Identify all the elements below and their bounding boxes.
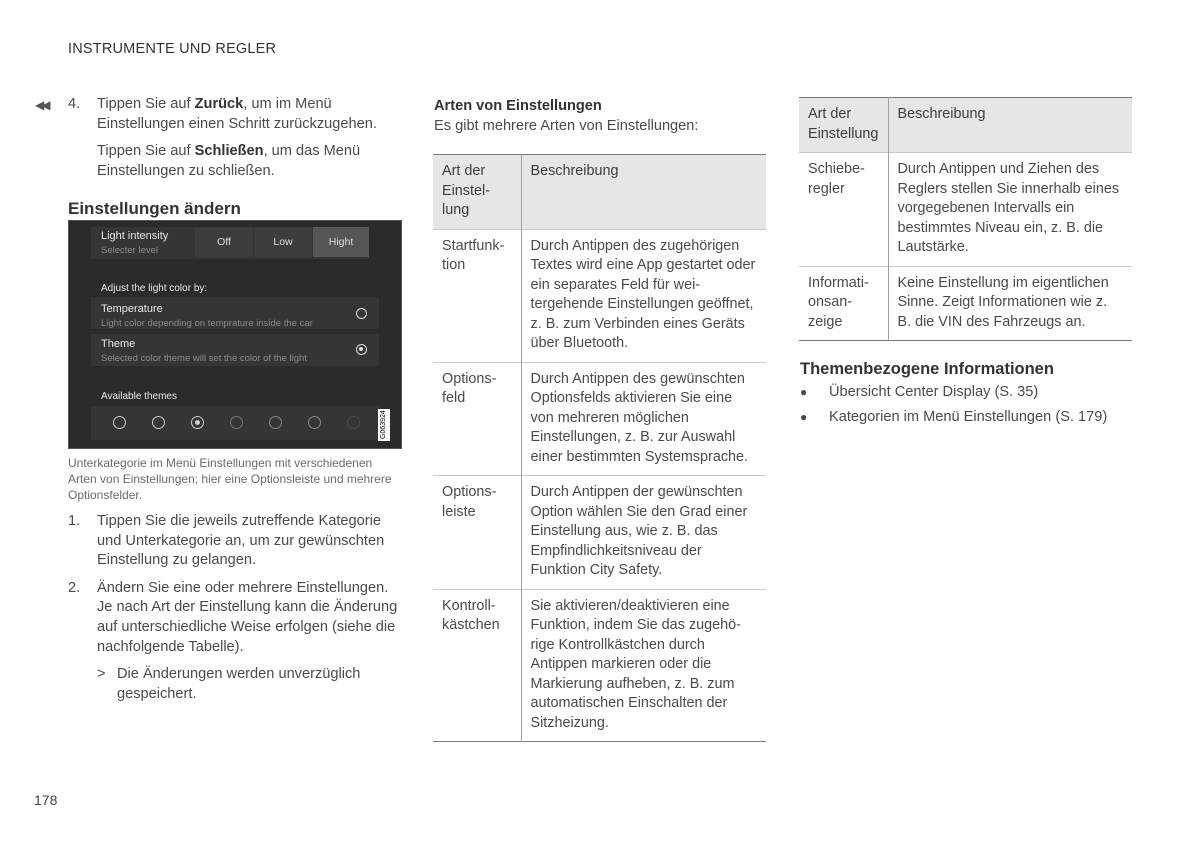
light-intensity-sub: Selecter level bbox=[101, 245, 159, 256]
related-info bbox=[800, 360, 1135, 432]
theme-label: Theme bbox=[101, 338, 136, 350]
image-code: G063924 bbox=[378, 409, 390, 441]
bullet-icon: ● bbox=[800, 409, 808, 424]
step-4: 4. Tippen Sie auf Zurück, um im Menü Einstellungen einen Schritt zurückzugehen. bbox=[68, 96, 377, 132]
arten-title: Arten von Einstellungen bbox=[434, 98, 602, 114]
page-header: INSTRUMENTE UND REGLER bbox=[68, 41, 277, 57]
theme-option-1[interactable] bbox=[113, 416, 126, 429]
page-number: 178 bbox=[34, 792, 58, 808]
bullet-icon: ● bbox=[800, 385, 808, 399]
theme-radio[interactable] bbox=[356, 344, 367, 355]
step-result: > Die Änderungen werden unverzüglich gespeichert. bbox=[97, 666, 361, 702]
table-row: Startfunktion Durch Antippen des zugehörigen Textes wird eine App gestartet oder ein separates Feld für weitergehende Einstellungen geöffnet, z. B. zum Verbinden eines Geräts über Bluetooth. bbox=[433, 229, 766, 362]
schliessen-term: Schließen bbox=[194, 143, 264, 160]
table-header-row bbox=[433, 155, 766, 230]
double-chevron-left-icon[interactable]: ◀◀ bbox=[35, 98, 48, 112]
theme-option-5[interactable] bbox=[269, 416, 282, 429]
temperature-sub: Light color depending on temprature inside the car bbox=[101, 318, 313, 329]
theme-option-6[interactable] bbox=[308, 416, 321, 429]
arten-heading-block bbox=[434, 97, 774, 136]
settings-screenshot bbox=[68, 220, 402, 449]
table-row: Informationsanzeige Keine Einstellung im eigentlichen Sinne. Zeigt Informationen wie z. B. die VIN des Fahrzeugs an. bbox=[799, 266, 1132, 341]
theme-option-3[interactable] bbox=[191, 416, 204, 429]
theme-option-4[interactable] bbox=[230, 416, 243, 429]
step-2: 2. Ändern Sie eine oder mehrere Einstellungen. Je nach Art der Einstellung kann die Änderung auf unterschiedliche Weise erfolgen (siehe die nachfolgende Tabelle). bbox=[68, 579, 398, 655]
theme-option-2[interactable] bbox=[152, 416, 165, 429]
settings-types-table-1 bbox=[433, 154, 766, 742]
related-info-title: Themenbezogene Informationen bbox=[800, 360, 1054, 378]
header-beschreibung: Beschreibung bbox=[888, 98, 1132, 153]
related-link-2[interactable]: ● Kategorien im Menü Einstellungen (S. 179) bbox=[800, 408, 1135, 428]
step-1: 1. Tippen Sie die jeweils zutreffende Kategorie und Unterkategorie an, um zur gewünschten Einstellung zu gelangen. bbox=[68, 513, 385, 569]
figure-caption: Unterkategorie im Menü Einstellungen mit verschiedenen Arten von Einstellungen; hier eine Optionsleiste und mehrere Optionsfelder. bbox=[68, 456, 392, 502]
segment-low[interactable]: Low bbox=[254, 227, 312, 257]
adjust-label: Adjust the light color by: bbox=[101, 283, 208, 294]
table-row: Kontrollkästchen Sie aktivieren/deaktivieren eine Funktion, indem Sie das zugehörige Kontrollkästchen durch Antippen markieren oder die Markierung aufheben, z. B. zum automatischen Einschalten der Sitzheizung. bbox=[433, 589, 766, 742]
table-header-row bbox=[799, 98, 1132, 153]
table-row: Schieberegler Durch Antippen und Ziehen des Reglers stellen Sie innerhalb eines vorgegebenen Intervalls ein bestimmtes Niveau ein, z. B. die Lautstärke. bbox=[799, 153, 1132, 267]
table-row: Optionsfeld Durch Antippen des gewünschten Optionsfelds aktivieren Sie eine von mehreren möglichen Einstellungen, z. B. zur Auswahl einer bestimmten Systemsprache. bbox=[433, 362, 766, 476]
temperature-radio[interactable] bbox=[356, 308, 367, 319]
theme-sub: Selected color theme will set the color of the light bbox=[101, 353, 307, 364]
segment-hight[interactable]: Hight bbox=[313, 227, 369, 257]
left-column bbox=[35, 95, 400, 223]
segment-off[interactable]: Off bbox=[195, 227, 253, 257]
related-link-1[interactable]: ● Übersicht Center Display (S. 35) bbox=[800, 383, 1135, 403]
zurueck-term: Zurück bbox=[194, 96, 244, 112]
light-intensity-label: Light intensity bbox=[101, 230, 169, 242]
header-art: Art der Einstellung bbox=[799, 98, 888, 153]
table-row: Optionsleiste Durch Antippen der gewünschten Option wählen Sie den Grad einer Einstellung aus, wie z. B. das Empfindlichkeitsniveau der Funktion City Safety. bbox=[433, 476, 766, 590]
theme-option-7[interactable] bbox=[347, 416, 360, 429]
arten-intro: Es gibt mehrere Arten von Einstellungen: bbox=[434, 117, 699, 134]
settings-types-table-2 bbox=[799, 97, 1132, 341]
section-title: Einstellungen ändern bbox=[68, 199, 241, 219]
header-art: Art der Einstellung bbox=[433, 155, 521, 230]
temperature-label: Temperature bbox=[101, 303, 163, 315]
header-beschreibung: Beschreibung bbox=[521, 155, 766, 230]
step-4-note: Tippen Sie auf Schließen, um das Menü Einstellungen zu schließen. bbox=[97, 143, 361, 179]
available-themes-label: Available themes bbox=[101, 391, 177, 402]
steps-list bbox=[68, 512, 400, 704]
